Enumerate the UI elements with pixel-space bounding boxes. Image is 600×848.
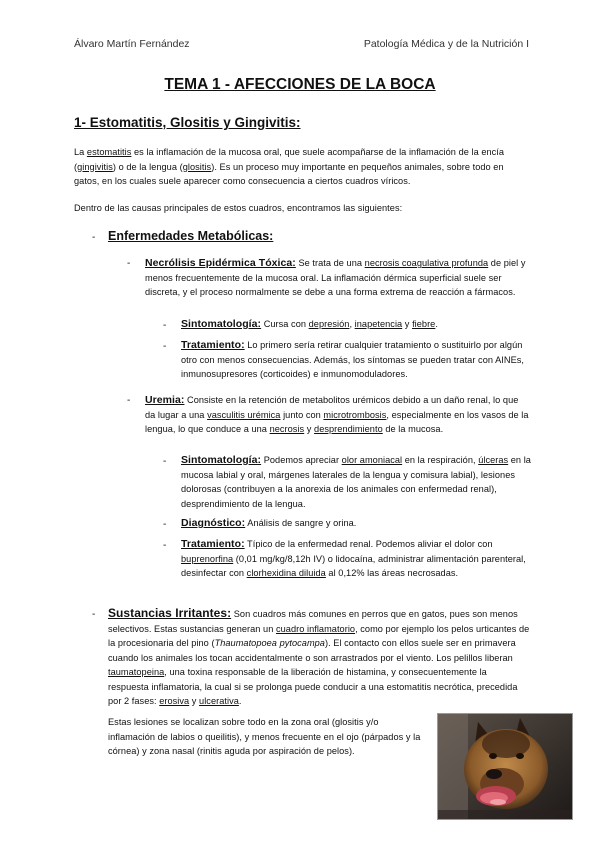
- page-title: TEMA 1 - AFECCIONES DE LA BOCA: [164, 76, 436, 93]
- dog-photo: [437, 713, 573, 820]
- term-necrolisis: Necrólisis Epidérmica Tóxica:: [145, 257, 296, 269]
- term-uremia: Uremia:: [145, 394, 185, 406]
- term-glositis: glositis: [182, 161, 212, 172]
- metabolic-heading: Enfermedades Metabólicas:: [108, 229, 274, 243]
- term-gingivitis: gingivitis: [77, 161, 113, 172]
- header-course: Patología Médica y de la Nutrición I: [363, 38, 529, 50]
- bullet-dash: -: [163, 519, 167, 530]
- bullet-dash: -: [163, 456, 167, 467]
- uremia-diagnostico: Diagnóstico: Análisis de sangre y orina.: [181, 517, 357, 529]
- necrolisis-tratamiento: Tratamiento: Lo primero sería retirar cualquier tratamiento o sustituirlo por algún otro con menos consecuencias. Además, los síntomas se pueden tratar con AINEs, inmunosupresores (corticoides) e inmunomoduladores.: [181, 339, 524, 379]
- bullet-dash: -: [127, 258, 131, 269]
- uremia-tratamiento: Tratamiento: Típico de la enfermedad renal. Podemos aliviar el dolor con buprenorfina (0,01 mg/kg/8,12h IV) o lidocaína, administrar alimentación parenteral, desinfectar con clorhexidina diluida al 0,12% las áreas necrosadas.: [181, 538, 526, 578]
- lesions-paragraph: Estas lesiones se localizan sobre todo en la zona oral (glositis y/o inflamación de labios o queilitis), y menos frecuente en el ojo (párpados y la córnea) y zona nasal (rinitis aguda por aspiración de pelos).: [108, 717, 421, 756]
- bullet-dash: -: [163, 540, 167, 551]
- irritants-paragraph: Sustancias Irritantes: Son cuadros más comunes en perros que en gatos, pues son menos selectivos. Estas sustancias generan un cuadro inflamatorio, como por ejemplo los pelos urticantes de la procesionaria del pino (Thaumatopoea pytocampa). El contacto con ellos suele ser en primavera cuando los animales los tocan accidentalmente o son arrastrados por el viento. Los pelillos liberan taumatopeina, una toxina responsable de la liberación de histamina, y consecuentemente la respuesta inflamatoria, la cual si se prolonga puede conducir a una estomatitis necrótica, precedida por 2 fases: erosiva y ulcerativa.: [108, 606, 530, 706]
- causes-intro: Dentro de las causas principales de estos cuadros, encontramos las siguientes:: [74, 203, 403, 213]
- necrolisis-paragraph: Necrólisis Epidérmica Tóxica: Se trata de una necrosis coagulativa profunda de piel y menos frecuentemente de la mucosa oral. La inflamación dérmica superficial suele ser discreta, y el proceso normalmente se debe a una forma extrema de reacción a fármacos.: [145, 257, 526, 297]
- bullet-dash: -: [92, 232, 96, 243]
- term-estomatitis: estomatitis: [86, 147, 132, 157]
- necrolisis-sintomatologia: Sintomatología: Cursa con depresión, inapetencia y fiebre.: [181, 318, 438, 330]
- section-heading: 1- Estomatitis, Glositis y Gingivitis:: [74, 115, 301, 130]
- uremia-paragraph: Uremia: Consiste en la retención de metabolitos urémicos debido a un daño renal, lo que da lugar a una vasculitis urémica junto con microtrombosis, especialmente en los vasos de la lengua, lo que conduce a una necrosis y desprendimiento de la mucosa.: [145, 394, 529, 434]
- intro-paragraph: La estomatitis es la inflamación de la mucosa oral, que suele acompañarse de la inflamación de la encía (gingivitis) o de la lengua (glositis). Es un proceso muy importante en pequeños animales, sobre todo en gatos, en los cuales suele aparecer como consecuencia a ciertos cuadros víricos.: [74, 147, 505, 186]
- bullet-dash: -: [127, 395, 131, 406]
- bullet-dash: -: [92, 609, 96, 620]
- bullet-dash: -: [163, 341, 167, 352]
- header-author: Álvaro Martín Fernández: [74, 38, 190, 50]
- irritants-heading: Sustancias Irritantes:: [108, 606, 232, 620]
- bullet-dash: -: [163, 320, 167, 331]
- uremia-sintomatologia: Sintomatología: Podemos apreciar olor amoniacal en la respiración, úlceras en la mucosa labial y oral, márgenes laterales de la lengua y comisura labial), lesiones dolorosas (contribuyen a la anorexia de los animales con enfermedad renal), desprendimiento de la lengua.: [181, 454, 531, 509]
